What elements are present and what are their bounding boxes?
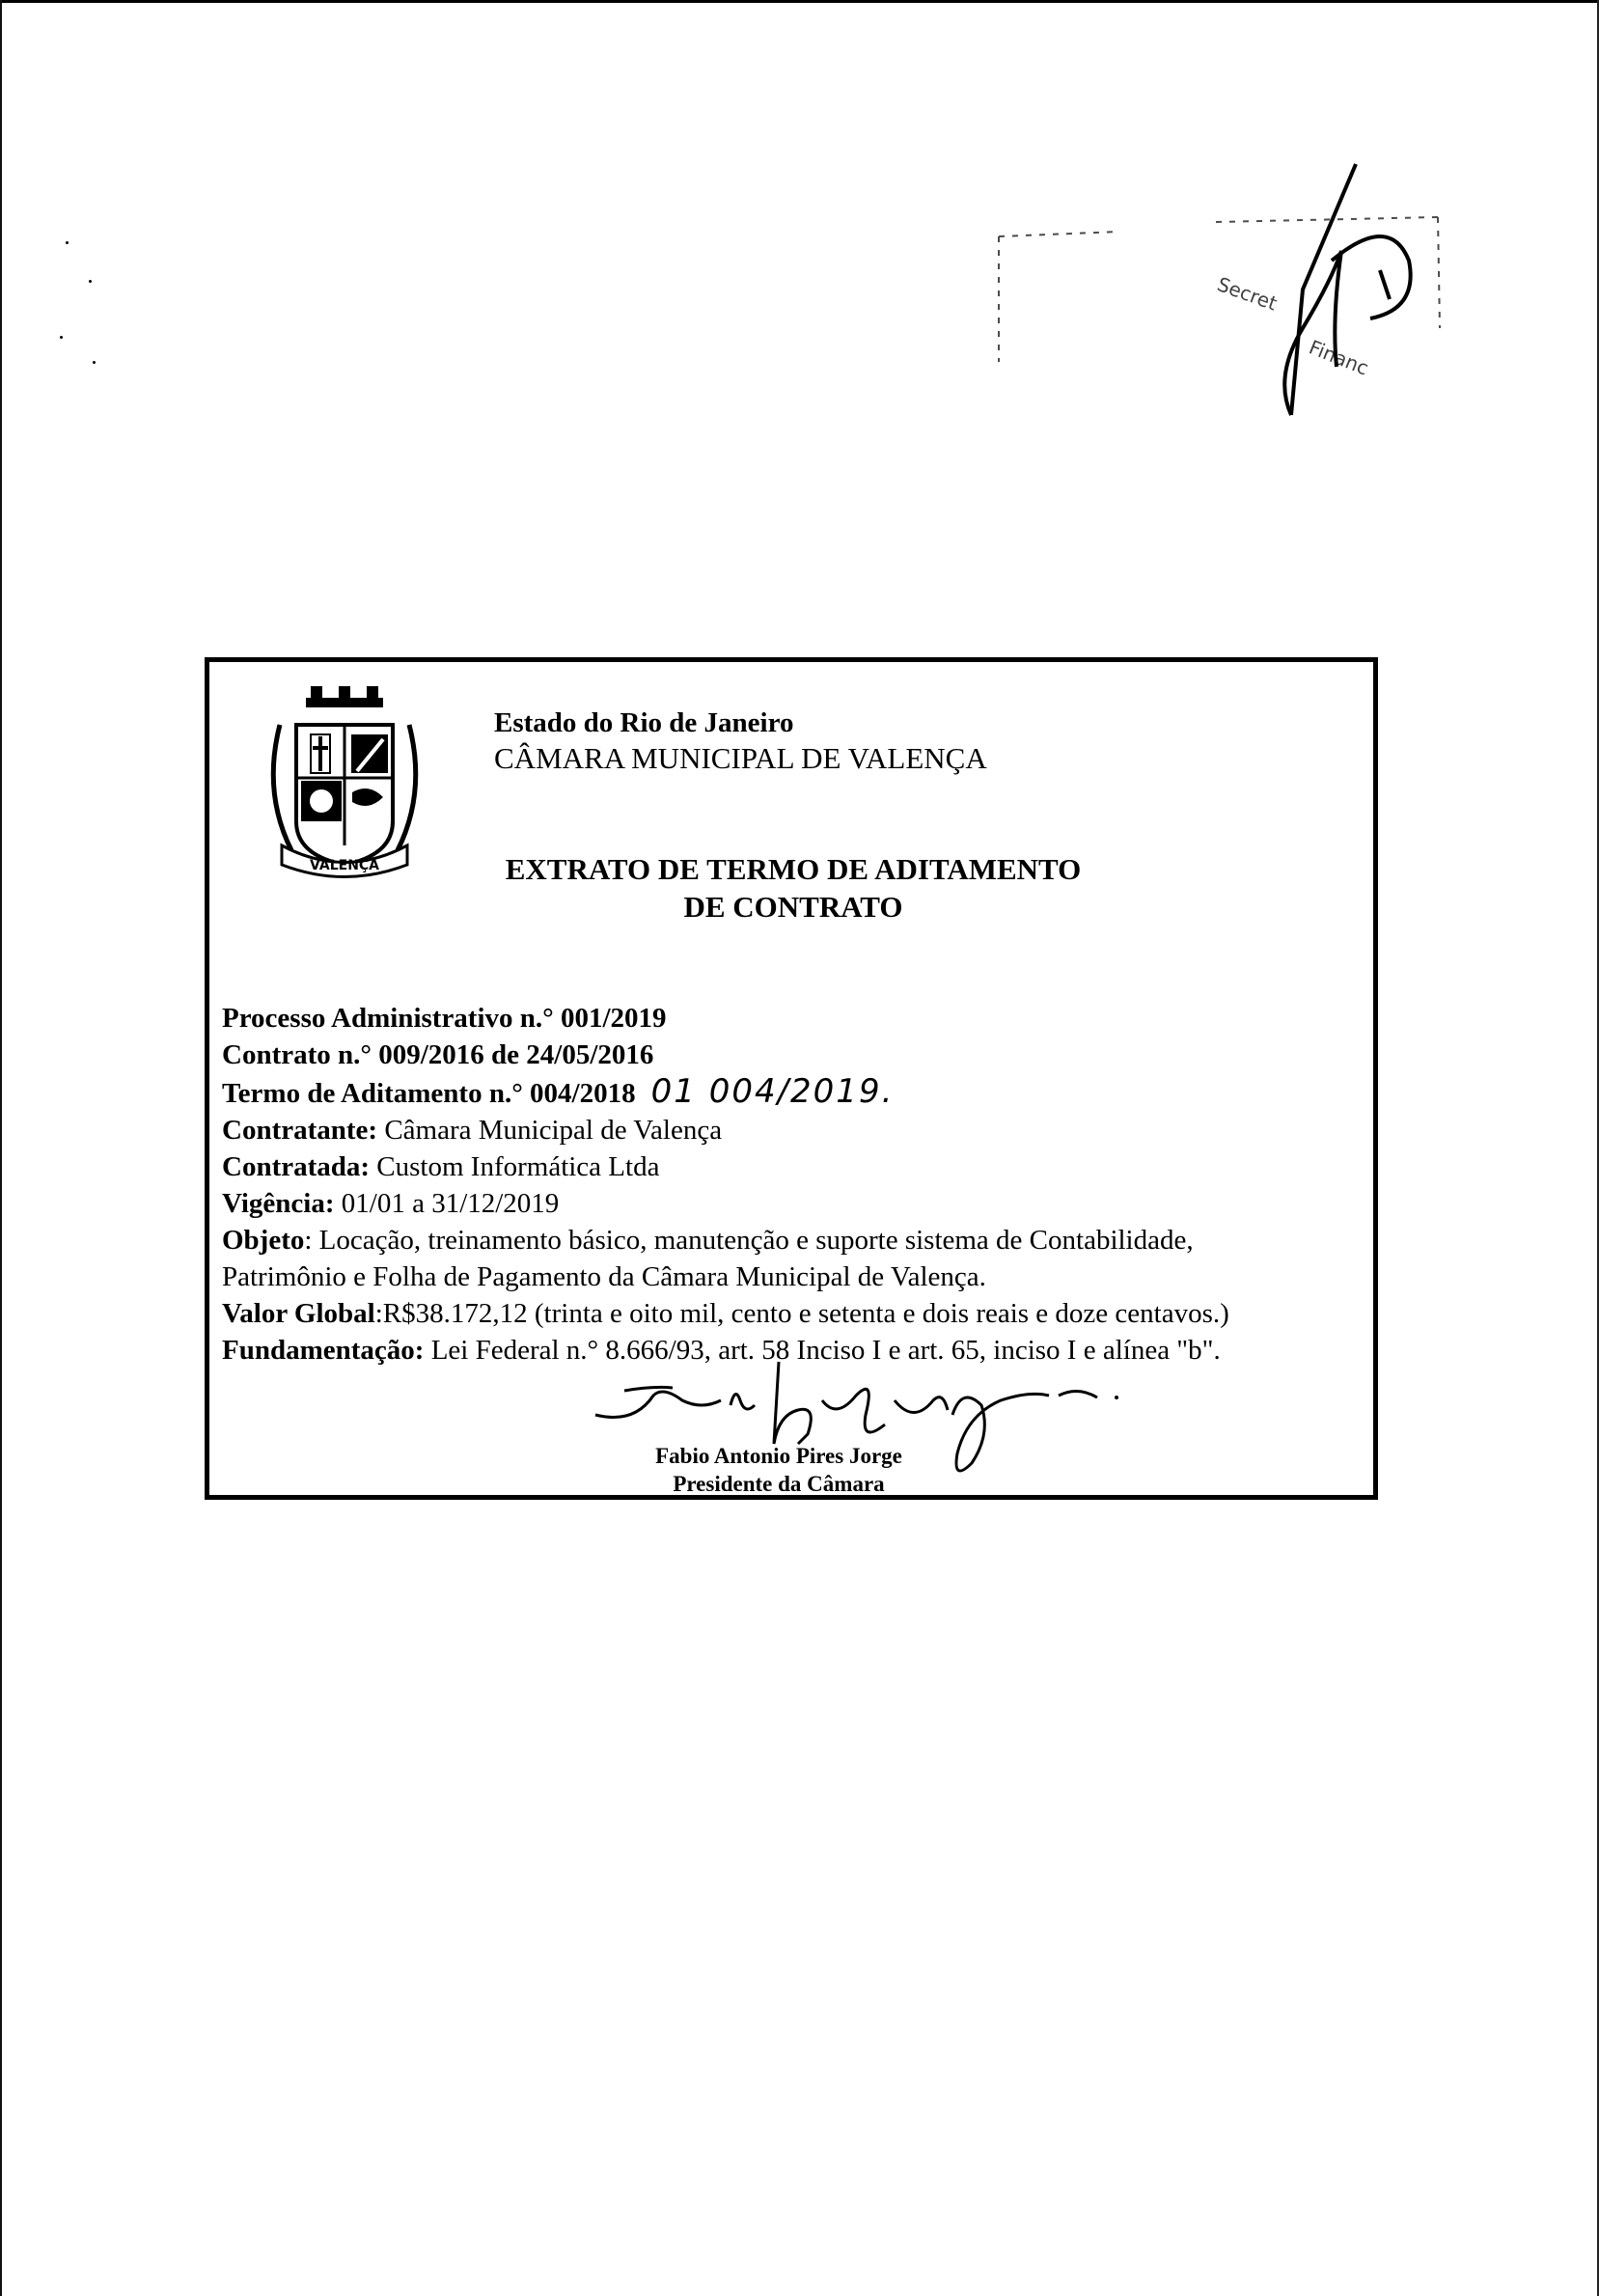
vigencia-field — [222, 1185, 1370, 1222]
protocol-stamp-with-rubric — [984, 154, 1467, 444]
document-header — [494, 705, 1073, 777]
fundamentacao-value: Lei Federal n.° 8.666/93, art. 58 Inciso I e art. 65, inciso I e alínea "b". — [424, 1335, 1221, 1366]
vigencia-label: Vigência: — [222, 1188, 335, 1219]
signer-block — [576, 1442, 981, 1498]
fundamentacao-label: Fundamentação: — [222, 1335, 425, 1366]
processo-field: Processo Administrativo n.° 001/2019 — [222, 1003, 667, 1034]
document-title — [446, 850, 1141, 926]
signer-name: Fabio Antonio Pires Jorge — [655, 1444, 902, 1468]
scan-speck — [89, 280, 92, 283]
scan-speck — [60, 336, 63, 339]
document-title-line2: DE CONTRATO — [683, 890, 903, 924]
contratada-label: Contratada: — [222, 1151, 371, 1182]
svg-text:Financ: Financ — [1306, 335, 1372, 380]
contratante-field — [222, 1112, 1370, 1148]
contratada-field — [222, 1148, 1370, 1185]
scan-speck — [66, 241, 69, 244]
document-title-line1: EXTRATO DE TERMO DE ADITAMENTO — [505, 852, 1082, 886]
state-name: Estado do Rio de Janeiro — [494, 707, 794, 738]
svg-text:Secret: Secret — [1214, 272, 1281, 316]
objeto-label: Objeto — [222, 1225, 305, 1256]
contratada-value: Custom Informática Ltda — [370, 1151, 660, 1182]
vigencia-value: 01/01 a 31/12/2019 — [334, 1188, 560, 1219]
coat-of-arms-valenca — [253, 686, 436, 889]
page-top-edge — [0, 0, 1599, 3]
termo-label: Termo de Aditamento n.° 004/2018 — [222, 1078, 636, 1109]
chamber-name: CÂMARA MUNICIPAL DE VALENÇA — [494, 741, 987, 775]
termo-field — [222, 1073, 1370, 1112]
objeto-value-line2: Patrimônio e Folha de Pagamento da Câmara Municipal de Valença. — [222, 1261, 986, 1292]
objeto-field — [222, 1222, 1370, 1259]
signer-role: Presidente da Câmara — [673, 1472, 885, 1496]
contract-extract-box — [205, 657, 1378, 1500]
scan-speck — [93, 361, 96, 364]
contratante-label: Contratante: — [222, 1115, 378, 1146]
objeto-value-line1: : Locação, treinamento básico, manutenção e suporte sistema de Contabilidade, — [304, 1225, 1194, 1256]
page-left-edge — [0, 0, 2, 2296]
contract-fields — [222, 1000, 1370, 1369]
valor-global-label: Valor Global — [222, 1298, 375, 1329]
contratante-value: Câmara Municipal de Valença — [377, 1115, 723, 1146]
coat-of-arms-ribbon-text: VALENÇA — [309, 858, 380, 873]
valor-global-field — [222, 1295, 1370, 1332]
termo-handwritten-correction: 01 004/2019. — [650, 1072, 895, 1111]
contrato-field: Contrato n.° 009/2016 de 24/05/2016 — [222, 1039, 654, 1070]
valor-global-value: :R$38.172,12 (trinta e oito mil, cento e setenta e dois reais e doze centavos.) — [374, 1298, 1229, 1329]
